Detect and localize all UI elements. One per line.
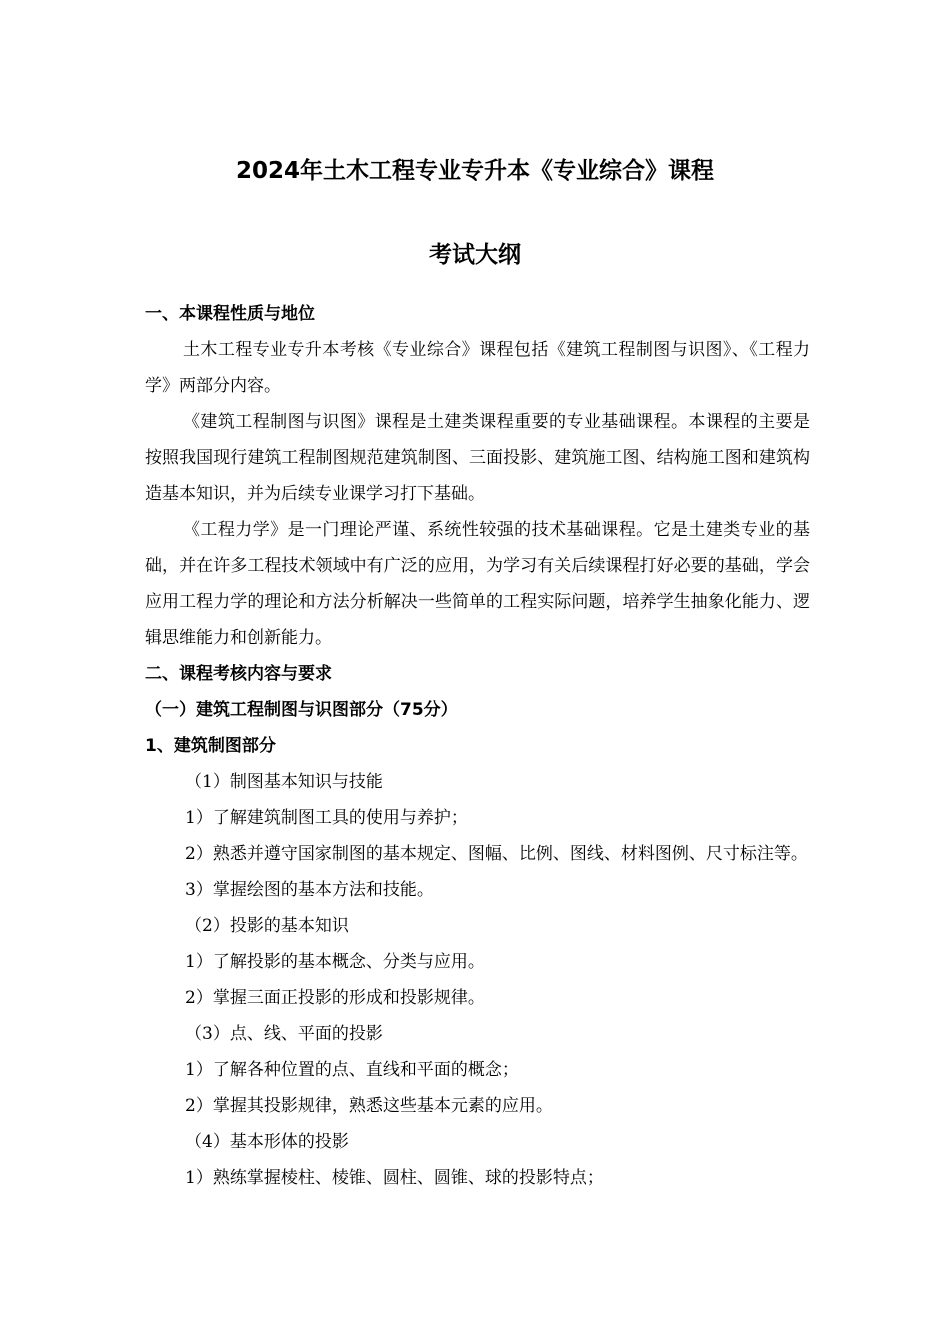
section2-subheading-drafting: （一）建筑工程制图与识图部分（75分） xyxy=(145,700,458,720)
document-title-line2: 考试大纲 xyxy=(429,242,521,268)
list-item: （2）投影的基本知识 xyxy=(185,916,349,936)
list-item: 1）了解投影的基本概念、分类与应用。 xyxy=(185,952,485,972)
list-item: 2）熟悉并遵守国家制图的基本规定、图幅、比例、图线、材料图例、尺寸标注等。 xyxy=(185,844,808,864)
section2-heading: 二、课程考核内容与要求 xyxy=(145,664,332,684)
section1-paragraph3: 《工程力学》是一门理论严谨、系统性较强的技术基础课程。它是土建类专业的基础，并在许多工程技术领域中有广泛的应用，为学习有关后续课程打好必要的基础，学会应用工程力学的理论和方法分析解决一些简单的工程实际问题，培养学生抽象化能力、逻辑思维能力和创新能力。 xyxy=(145,520,810,648)
section1-paragraph1: 土木工程专业专升本考核《专业综合》课程包括《建筑工程制图与识图》、《工程力学》两部分内容。 xyxy=(145,340,810,396)
list-item: 1）了解建筑制图工具的使用与养护； xyxy=(185,808,468,828)
list-item: （4）基本形体的投影 xyxy=(185,1132,349,1152)
document-title-line1: 2024年土木工程专业专升本《专业综合》课程 xyxy=(235,158,714,184)
section1-paragraph2: 《建筑工程制图与识图》课程是土建类课程重要的专业基础课程。本课程的主要是按照我国现行建筑工程制图规范建筑制图、三面投影、建筑施工图、结构施工图和建筑构造基本知识，并为后续专业课学习打下基础。 xyxy=(145,412,810,504)
list-item: 2）掌握三面正投影的形成和投影规律。 xyxy=(185,988,485,1008)
list-item: 1）了解各种位置的点、直线和平面的概念； xyxy=(185,1060,519,1080)
list-item: （1）制图基本知识与技能 xyxy=(185,772,383,792)
list-item: 1）熟练掌握棱柱、棱锥、圆柱、圆锥、球的投影特点； xyxy=(185,1168,604,1188)
list-item: 2）掌握其投影规律，熟悉这些基本元素的应用。 xyxy=(185,1096,553,1116)
section1-heading: 一、本课程性质与地位 xyxy=(145,304,315,324)
section2-subheading-drawing: 1、建筑制图部分 xyxy=(145,736,276,756)
list-item: （3）点、线、平面的投影 xyxy=(185,1024,383,1044)
list-item: 3）掌握绘图的基本方法和技能。 xyxy=(185,880,434,900)
document-body xyxy=(145,296,810,1196)
